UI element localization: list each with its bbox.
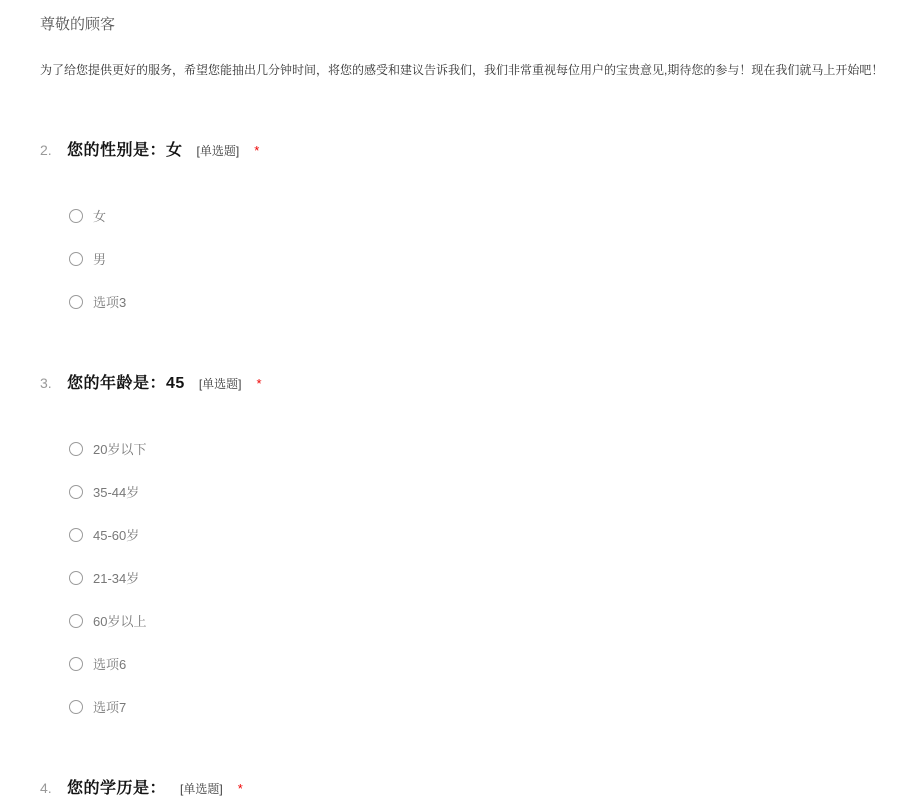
required-asterisk: * (256, 376, 262, 391)
radio-button-icon[interactable] (69, 485, 83, 499)
option-label: 35-44岁 (93, 485, 140, 500)
option-label: 选项6 (93, 657, 127, 672)
radio-button-icon[interactable] (69, 295, 83, 309)
question-number: 3. (40, 375, 52, 391)
required-asterisk: * (254, 143, 260, 158)
radio-option[interactable] (69, 556, 860, 599)
radio-button-icon[interactable] (69, 571, 83, 585)
question-block (40, 372, 860, 728)
question-list (40, 139, 860, 800)
page-title: 尊敬的顾客 (40, 16, 116, 33)
question-number: 4. (40, 780, 52, 796)
survey-intro-text: 为了给您提供更好的服务，希望您能抽出几分钟时间，将您的感受和建议告诉我们，我们非常重视每位用户的宝贵意见,期待您的参与！现在我们就马上开始吧！ (40, 63, 884, 77)
radio-option[interactable] (69, 427, 860, 470)
radio-option[interactable] (69, 513, 860, 556)
question-header (40, 139, 860, 162)
radio-option[interactable] (69, 194, 860, 237)
radio-option[interactable] (69, 237, 860, 280)
question-header (40, 777, 860, 800)
question-title: 您的学历是： (67, 780, 167, 797)
radio-button-icon[interactable] (69, 252, 83, 266)
radio-option[interactable] (69, 642, 860, 685)
option-label: 选项3 (93, 295, 127, 310)
option-label: 男 (93, 252, 107, 267)
question-type-badge: [单选题] (180, 782, 223, 796)
radio-button-icon[interactable] (69, 209, 83, 223)
radio-button-icon[interactable] (69, 442, 83, 456)
option-list (69, 194, 860, 323)
radio-option[interactable] (69, 685, 860, 728)
option-label: 选项7 (93, 700, 127, 715)
option-label: 21-34岁 (93, 571, 140, 586)
option-label: 20岁以下 (93, 442, 147, 457)
radio-button-icon[interactable] (69, 528, 83, 542)
option-label: 女 (93, 209, 107, 224)
question-title: 您的性别是：女 (67, 142, 183, 159)
radio-option[interactable] (69, 470, 860, 513)
radio-option[interactable] (69, 280, 860, 323)
question-type-badge: [单选题] (198, 377, 242, 391)
question-block (40, 139, 860, 323)
radio-button-icon[interactable] (69, 614, 83, 628)
required-asterisk: * (237, 781, 243, 796)
option-label: 45-60岁 (93, 528, 140, 543)
option-list (69, 427, 860, 728)
radio-button-icon[interactable] (69, 657, 83, 671)
question-header (40, 372, 860, 395)
radio-option[interactable] (69, 599, 860, 642)
question-block (40, 777, 860, 800)
question-type-badge: [单选题] (196, 144, 240, 158)
question-title: 您的年龄是：45 (67, 375, 185, 392)
radio-button-icon[interactable] (69, 700, 83, 714)
option-label: 60岁以上 (93, 614, 147, 629)
question-number: 2. (40, 142, 52, 158)
